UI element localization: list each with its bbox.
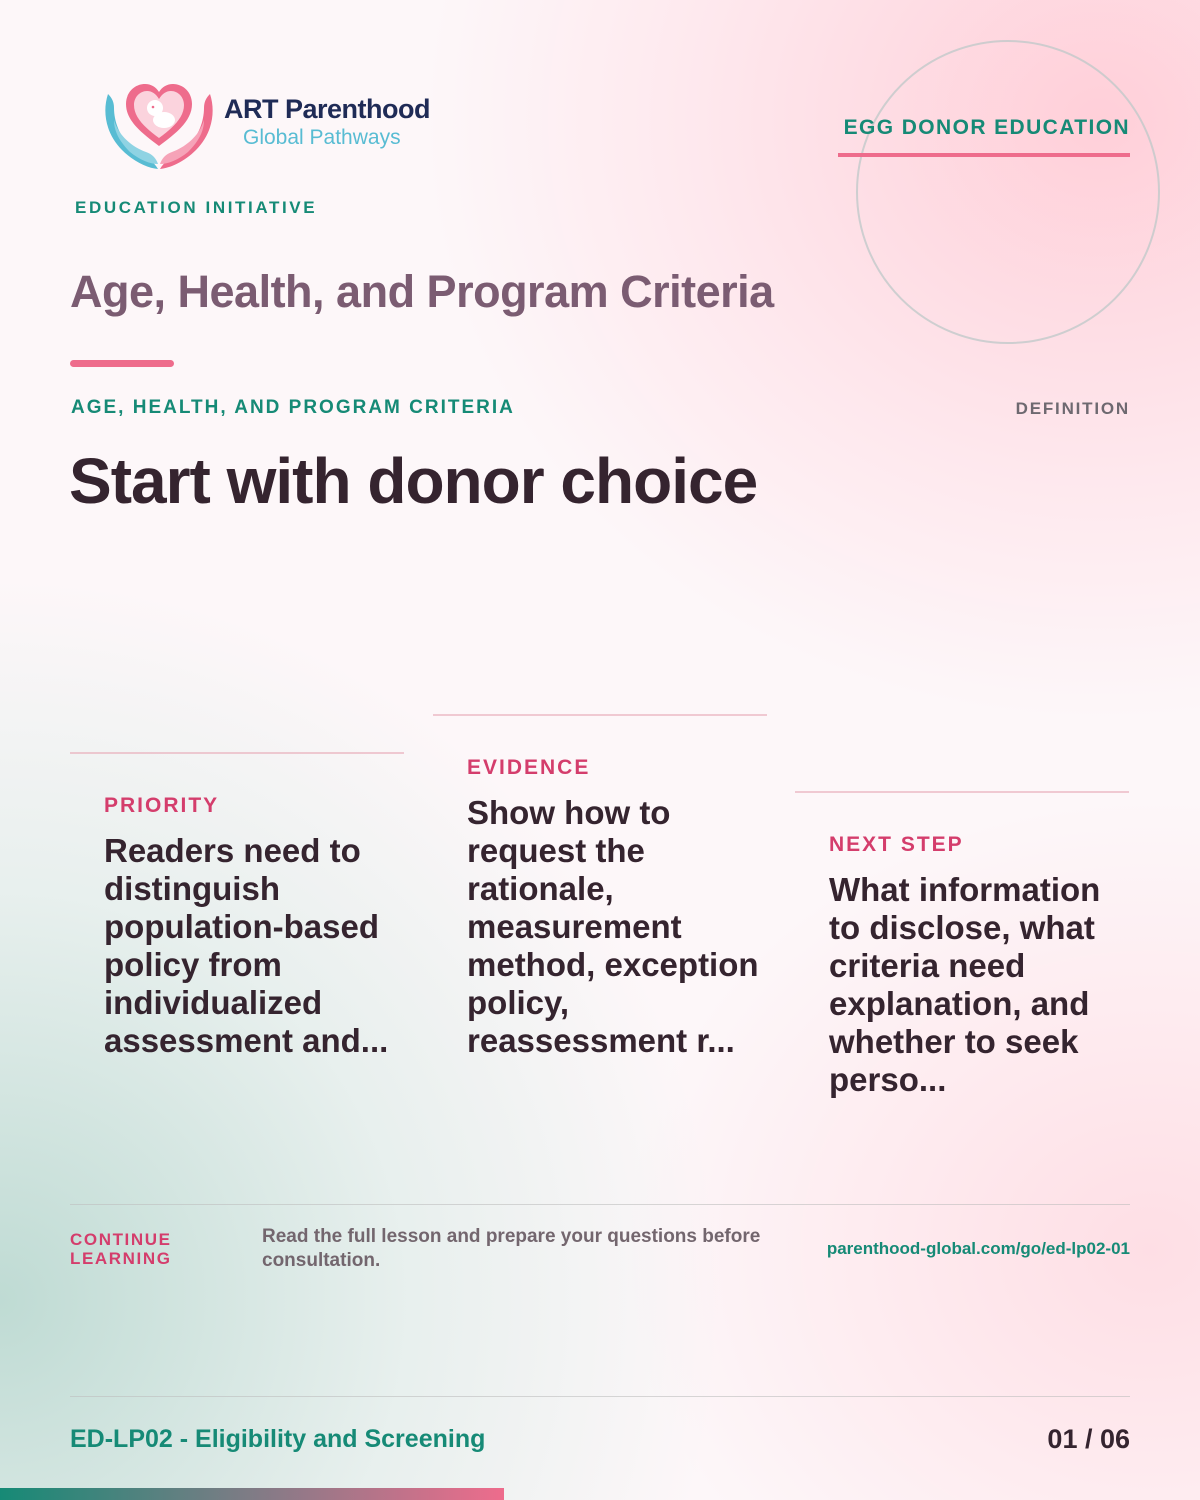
card-evidence	[433, 714, 767, 1154]
brand-name: ART Parenthood	[224, 94, 430, 124]
definition-label: DEFINITION	[1015, 399, 1130, 418]
heart-hands-baby-icon	[100, 72, 218, 172]
card-label: EVIDENCE	[467, 756, 591, 779]
section-label: AGE, HEALTH, AND PROGRAM CRITERIA	[71, 397, 515, 418]
accent-bar	[70, 360, 174, 367]
page-counter: 01 / 06	[1047, 1424, 1130, 1454]
card-next-step	[795, 791, 1129, 1151]
card-label: NEXT STEP	[829, 833, 964, 856]
tag-underline	[838, 153, 1130, 157]
card-body: Show how to request the rationale, measurement method, exception policy, reassessment r...	[467, 794, 759, 1059]
card-priority	[70, 752, 404, 1152]
section-divider	[70, 1204, 1130, 1205]
continue-label: CONTINUE LEARNING	[70, 1230, 172, 1268]
headline: Start with donor choice	[69, 445, 758, 517]
initiative-label: EDUCATION INITIATIVE	[75, 198, 318, 217]
card-body: Readers need to distinguish population-based policy from individualized assessment and...	[104, 832, 389, 1059]
category-tag: EGG DONOR EDUCATION	[843, 116, 1130, 139]
course-title: ED-LP02 - Eligibility and Screening	[70, 1425, 486, 1453]
brand-logo	[100, 72, 440, 172]
card-divider	[433, 714, 767, 716]
brand-tagline: Global Pathways	[243, 126, 401, 149]
card-divider	[795, 791, 1129, 793]
progress-bar	[0, 1488, 504, 1500]
continue-text: Read the full lesson and prepare your questions before consultation.	[262, 1226, 761, 1271]
card-label: PRIORITY	[104, 794, 220, 817]
card-body: What information to disclose, what criteria need explanation, and whether to seek perso...	[829, 871, 1101, 1098]
decorative-circle	[856, 40, 1160, 344]
lesson-link[interactable]: parenthood-global.com/go/ed-lp02-01	[826, 1239, 1130, 1258]
page-title: Age, Health, and Program Criteria	[70, 266, 774, 317]
card-divider	[70, 752, 404, 754]
footer-divider	[70, 1396, 1130, 1397]
